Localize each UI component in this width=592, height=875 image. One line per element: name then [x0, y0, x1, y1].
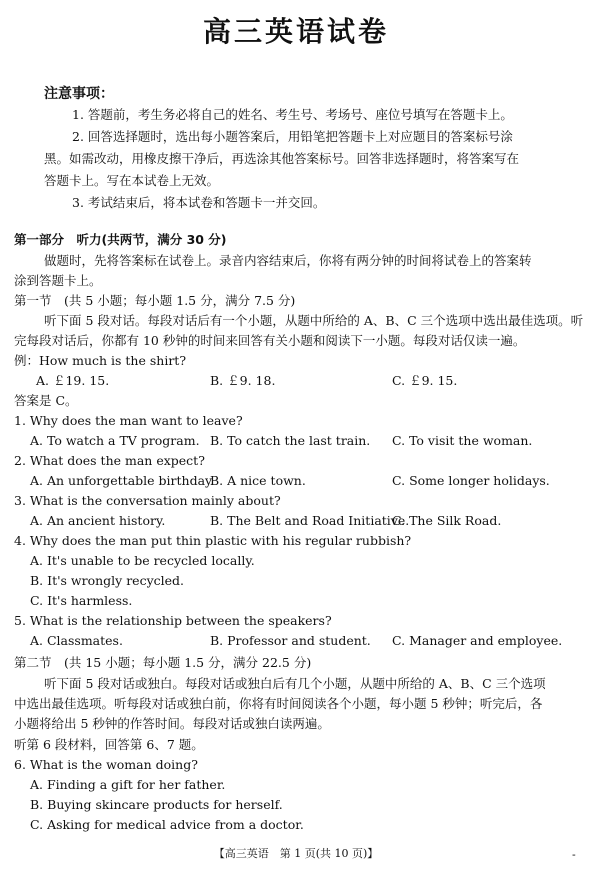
question-3-option-a: A. An ancient history. [30, 513, 166, 528]
section1-intro-b: 完每段对话后，你都有 10 秒钟的时间来回答有关小题和阅读下一小题。每段对话仅读一遍。 [14, 333, 526, 348]
part1-intro-b: 涂到答题卡上。 [14, 273, 102, 288]
section2-intro-b: 中选出最佳选项。听每段对话或独白前，你将有时间阅读各个小题，每小题 5 秒钟；听完后，各 [14, 696, 543, 711]
notice-item-2b: 黑。如需改动，用橡皮擦干净后，再选涂其他答案标号。回答非选择题时，将答案写在 [44, 151, 520, 166]
notice-item-2c: 答题卡上。写在本试卷上无效。 [44, 173, 220, 188]
material-instruction: 听第 6 段材料，回答第 6、7 题。 [14, 737, 204, 752]
question-2-option-a: A. An unforgettable birthday. [30, 473, 215, 488]
question-4-option-b: B. It's wrongly recycled. [30, 573, 185, 588]
example-option-b: B. ￡9. 18. [210, 373, 276, 388]
question-6: 6. What is the woman doing? [14, 757, 198, 772]
notice-heading: 注意事项： [44, 86, 114, 102]
question-5-option-a: A. Classmates. [30, 633, 123, 648]
notice-item-3: 3. 考试结束后，将本试卷和答题卡一并交回。 [72, 195, 326, 210]
question-5-option-c: C. Manager and employee. [392, 633, 563, 648]
page-footer: 【高三英语 第 1 页(共 10 页)】 [213, 847, 379, 860]
question-3-option-c: C. The Silk Road. [392, 513, 502, 528]
notice-item-2a: 2. 回答选择题时，选出每小题答案后，用铅笔把答题卡上对应题目的答案标号涂 [72, 129, 513, 144]
question-5: 5. What is the relationship between the speakers? [14, 613, 332, 628]
section2-intro-a: 听下面 5 段对话或独白。每段对话或独白后有几个小题，从题中所给的 A、B、C 三个选项 [44, 676, 546, 691]
question-1-option-c: C. To visit the woman. [392, 433, 533, 448]
question-1-option-a: A. To watch a TV program. [30, 433, 200, 448]
section1-intro-a: 听下面 5 段对话。每段对话后有一个小题，从题中所给的 A、B、C 三个选项中选出最佳选项。听 [44, 313, 584, 328]
question-6-option-c: C. Asking for medical advice from a doctor. [30, 817, 304, 832]
question-2-option-b: B. A nice town. [210, 473, 306, 488]
question-4: 4. Why does the man put thin plastic with his regular rubbish? [14, 533, 412, 548]
example-option-c: C. ￡9. 15. [392, 373, 458, 388]
section1-heading: 第一节 (共 5 小题；每小题 1.5 分，满分 7.5 分) [14, 293, 296, 308]
section2-heading: 第二节 (共 15 小题；每小题 1.5 分，满分 22.5 分) [14, 655, 312, 670]
notice-item-1: 1. 答题前，考生务必将自己的姓名、考生号、考场号、座位号填写在答题卡上。 [72, 107, 513, 122]
question-3-option-b: B. The Belt and Road Initiative. [210, 513, 410, 528]
question-1: 1. Why does the man want to leave? [14, 413, 243, 428]
footer-mark: - [572, 848, 576, 861]
question-4-option-a: A. It's unable to be recycled locally. [30, 553, 255, 568]
question-6-option-a: A. Finding a gift for her father. [30, 777, 226, 792]
example-question: 例：How much is the shirt? [14, 353, 187, 368]
question-3: 3. What is the conversation mainly about? [14, 493, 281, 508]
question-4-option-c: C. It's harmless. [30, 593, 133, 608]
part1-intro-a: 做题时，先将答案标在试卷上。录音内容结束后，你将有两分钟的时间将试卷上的答案转 [44, 253, 532, 268]
example-option-a: A. ￡19. 15. [36, 373, 110, 388]
section2-intro-c: 小题将给出 5 秒钟的作答时间。每段对话或独白读两遍。 [14, 716, 330, 731]
page-title: 高三英语试卷 [202, 15, 389, 48]
part1-heading: 第一部分 听力(共两节，满分 30 分) [14, 232, 227, 247]
question-2-option-c: C. Some longer holidays. [392, 473, 550, 488]
example-answer: 答案是 C。 [14, 393, 78, 408]
question-2: 2. What does the man expect? [14, 453, 205, 468]
question-6-option-b: B. Buying skincare products for herself. [30, 797, 283, 812]
question-5-option-b: B. Professor and student. [210, 633, 371, 648]
question-1-option-b: B. To catch the last train. [210, 433, 371, 448]
